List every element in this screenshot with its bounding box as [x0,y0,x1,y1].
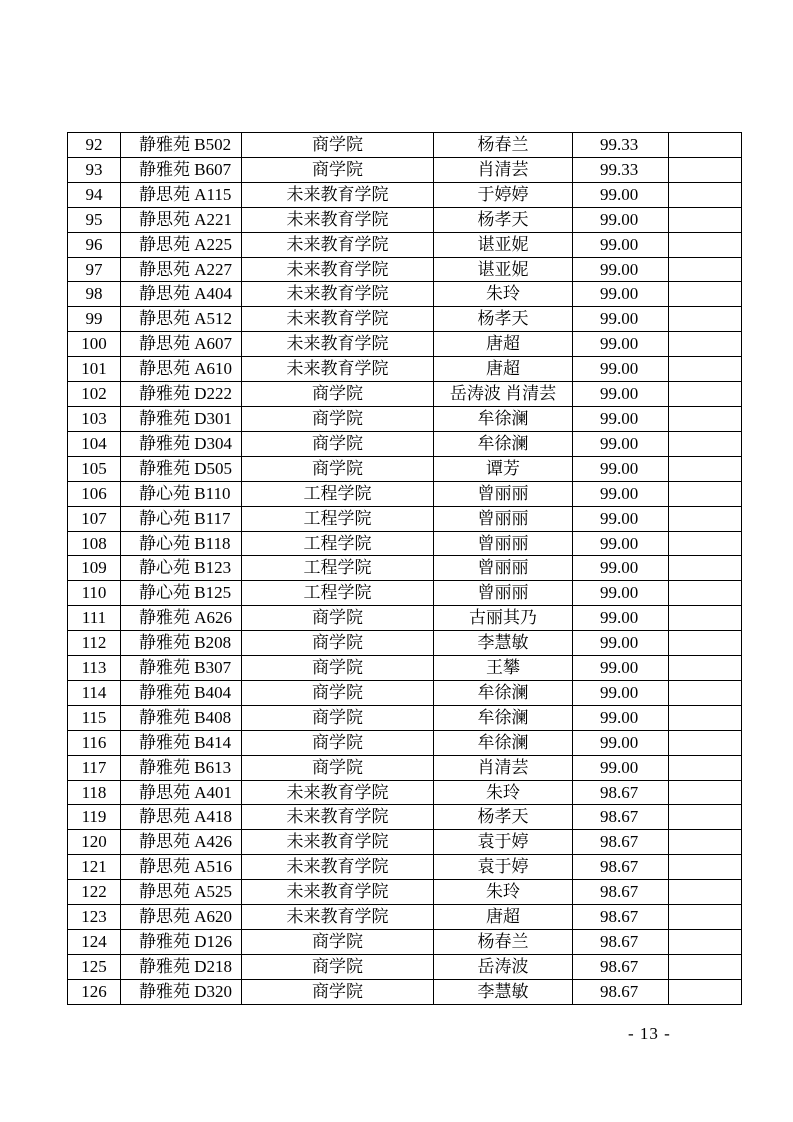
college-cell: 商学院 [242,456,434,481]
row-number-cell: 121 [68,855,121,880]
table-row [68,157,742,182]
row-number-cell: 114 [68,680,121,705]
dorm-room-cell: 静心苑 B118 [121,531,242,556]
row-number-cell: 104 [68,431,121,456]
score-cell: 99.00 [573,705,669,730]
table-row [68,855,742,880]
table-row [68,581,742,606]
counselor-cell: 袁于婷 [434,855,573,880]
row-number-cell: 99 [68,307,121,332]
counselor-cell: 牟徐澜 [434,431,573,456]
college-cell: 商学院 [242,930,434,955]
dorm-room-cell: 静心苑 B110 [121,481,242,506]
score-cell: 99.00 [573,182,669,207]
remarks-cell [669,905,742,930]
row-number-cell: 98 [68,282,121,307]
counselor-cell: 唐超 [434,357,573,382]
dorm-room-cell: 静雅苑 D222 [121,382,242,407]
dormitory-score-table [67,132,742,1005]
remarks-cell [669,780,742,805]
counselor-cell: 牟徐澜 [434,680,573,705]
college-cell: 商学院 [242,133,434,158]
score-cell: 98.67 [573,855,669,880]
table-row [68,182,742,207]
score-cell: 99.00 [573,680,669,705]
page-number: - 13 - [628,1024,671,1043]
remarks-cell [669,656,742,681]
score-cell: 98.67 [573,805,669,830]
row-number-cell: 111 [68,606,121,631]
counselor-cell: 牟徐澜 [434,406,573,431]
row-number-cell: 122 [68,880,121,905]
remarks-cell [669,730,742,755]
college-cell: 商学院 [242,979,434,1004]
remarks-cell [669,431,742,456]
counselor-cell: 肖清芸 [434,755,573,780]
score-cell: 99.00 [573,232,669,257]
counselor-cell: 李慧敏 [434,979,573,1004]
table-row [68,805,742,830]
remarks-cell [669,930,742,955]
row-number-cell: 109 [68,556,121,581]
dorm-room-cell: 静雅苑 A626 [121,606,242,631]
remarks-cell [669,157,742,182]
score-cell: 99.00 [573,556,669,581]
remarks-cell [669,830,742,855]
table-row [68,730,742,755]
college-cell: 工程学院 [242,481,434,506]
row-number-cell: 92 [68,133,121,158]
dorm-room-cell: 静雅苑 B208 [121,631,242,656]
row-number-cell: 126 [68,979,121,1004]
dorm-room-cell: 静雅苑 D126 [121,930,242,955]
remarks-cell [669,182,742,207]
remarks-cell [669,556,742,581]
table-row [68,556,742,581]
college-cell: 工程学院 [242,556,434,581]
dorm-room-cell: 静雅苑 D505 [121,456,242,481]
dorm-room-cell: 静雅苑 B307 [121,656,242,681]
table-row [68,506,742,531]
table-row [68,606,742,631]
score-cell: 99.00 [573,506,669,531]
remarks-cell [669,979,742,1004]
college-cell: 未来教育学院 [242,307,434,332]
counselor-cell: 唐超 [434,905,573,930]
table-row [68,232,742,257]
score-cell: 98.67 [573,905,669,930]
row-number-cell: 95 [68,207,121,232]
counselor-cell: 曾丽丽 [434,531,573,556]
counselor-cell: 曾丽丽 [434,581,573,606]
dorm-room-cell: 静思苑 A401 [121,780,242,805]
row-number-cell: 119 [68,805,121,830]
table-row [68,382,742,407]
dorm-room-cell: 静雅苑 B414 [121,730,242,755]
counselor-cell: 谌亚妮 [434,232,573,257]
counselor-cell: 曾丽丽 [434,556,573,581]
score-cell: 99.00 [573,332,669,357]
remarks-cell [669,456,742,481]
score-cell: 98.67 [573,930,669,955]
dorm-room-cell: 静雅苑 B502 [121,133,242,158]
college-cell: 未来教育学院 [242,257,434,282]
table-row [68,705,742,730]
college-cell: 商学院 [242,631,434,656]
remarks-cell [669,332,742,357]
score-cell: 99.00 [573,531,669,556]
counselor-cell: 岳涛波 [434,954,573,979]
counselor-cell: 唐超 [434,332,573,357]
college-cell: 未来教育学院 [242,905,434,930]
table-row [68,307,742,332]
dorm-room-cell: 静思苑 A516 [121,855,242,880]
score-cell: 98.67 [573,780,669,805]
table-row [68,930,742,955]
row-number-cell: 105 [68,456,121,481]
row-number-cell: 108 [68,531,121,556]
remarks-cell [669,531,742,556]
remarks-cell [669,481,742,506]
remarks-cell [669,232,742,257]
dorm-room-cell: 静雅苑 B613 [121,755,242,780]
dorm-room-cell: 静思苑 A426 [121,830,242,855]
score-cell: 99.00 [573,357,669,382]
dorm-room-cell: 静雅苑 D320 [121,979,242,1004]
counselor-cell: 朱玲 [434,780,573,805]
score-cell: 99.00 [573,456,669,481]
table-row [68,780,742,805]
remarks-cell [669,382,742,407]
table-row [68,207,742,232]
counselor-cell: 岳涛波 肖清芸 [434,382,573,407]
table-row [68,531,742,556]
row-number-cell: 94 [68,182,121,207]
college-cell: 未来教育学院 [242,282,434,307]
row-number-cell: 106 [68,481,121,506]
dorm-room-cell: 静思苑 A115 [121,182,242,207]
dorm-room-cell: 静思苑 A404 [121,282,242,307]
row-number-cell: 113 [68,656,121,681]
counselor-cell: 朱玲 [434,282,573,307]
row-number-cell: 93 [68,157,121,182]
row-number-cell: 102 [68,382,121,407]
score-cell: 99.00 [573,606,669,631]
remarks-cell [669,755,742,780]
remarks-cell [669,207,742,232]
college-cell: 商学院 [242,382,434,407]
score-cell: 99.00 [573,282,669,307]
table-row [68,332,742,357]
row-number-cell: 112 [68,631,121,656]
score-cell: 99.00 [573,257,669,282]
remarks-cell [669,680,742,705]
college-cell: 工程学院 [242,581,434,606]
remarks-cell [669,631,742,656]
row-number-cell: 96 [68,232,121,257]
score-cell: 98.67 [573,830,669,855]
remarks-cell [669,855,742,880]
score-cell: 99.00 [573,431,669,456]
score-cell: 98.67 [573,880,669,905]
college-cell: 未来教育学院 [242,232,434,257]
score-cell: 99.00 [573,307,669,332]
counselor-cell: 牟徐澜 [434,730,573,755]
college-cell: 商学院 [242,954,434,979]
table-row [68,954,742,979]
remarks-cell [669,805,742,830]
remarks-cell [669,133,742,158]
remarks-cell [669,606,742,631]
table-body [68,133,742,1005]
college-cell: 未来教育学院 [242,182,434,207]
table-row [68,257,742,282]
college-cell: 商学院 [242,755,434,780]
college-cell: 未来教育学院 [242,357,434,382]
counselor-cell: 古丽其乃 [434,606,573,631]
table-row [68,880,742,905]
college-cell: 商学院 [242,606,434,631]
dorm-room-cell: 静思苑 A525 [121,880,242,905]
table-row [68,631,742,656]
row-number-cell: 118 [68,780,121,805]
counselor-cell: 杨春兰 [434,930,573,955]
counselor-cell: 于婷婷 [434,182,573,207]
college-cell: 未来教育学院 [242,880,434,905]
college-cell: 未来教育学院 [242,805,434,830]
score-cell: 99.00 [573,631,669,656]
dorm-room-cell: 静思苑 A607 [121,332,242,357]
college-cell: 商学院 [242,705,434,730]
row-number-cell: 103 [68,406,121,431]
row-number-cell: 115 [68,705,121,730]
dorm-room-cell: 静雅苑 D301 [121,406,242,431]
table-row [68,830,742,855]
row-number-cell: 110 [68,581,121,606]
row-number-cell: 97 [68,257,121,282]
college-cell: 商学院 [242,431,434,456]
counselor-cell: 杨孝天 [434,207,573,232]
remarks-cell [669,880,742,905]
dorm-room-cell: 静心苑 B117 [121,506,242,531]
college-cell: 未来教育学院 [242,780,434,805]
counselor-cell: 牟徐澜 [434,705,573,730]
row-number-cell: 120 [68,830,121,855]
score-cell: 99.33 [573,133,669,158]
table-row [68,282,742,307]
table-row [68,133,742,158]
score-cell: 98.67 [573,979,669,1004]
score-cell: 99.00 [573,755,669,780]
table-row [68,680,742,705]
remarks-cell [669,705,742,730]
counselor-cell: 谭芳 [434,456,573,481]
college-cell: 商学院 [242,656,434,681]
dorm-room-cell: 静雅苑 B607 [121,157,242,182]
row-number-cell: 116 [68,730,121,755]
row-number-cell: 125 [68,954,121,979]
counselor-cell: 曾丽丽 [434,481,573,506]
remarks-cell [669,357,742,382]
table-row [68,406,742,431]
counselor-cell: 王攀 [434,656,573,681]
row-number-cell: 101 [68,357,121,382]
dorm-room-cell: 静心苑 B125 [121,581,242,606]
remarks-cell [669,282,742,307]
table-row [68,357,742,382]
table-row [68,456,742,481]
college-cell: 商学院 [242,680,434,705]
remarks-cell [669,506,742,531]
score-cell: 99.00 [573,207,669,232]
score-cell: 99.00 [573,656,669,681]
dorm-room-cell: 静雅苑 B408 [121,705,242,730]
dorm-room-cell: 静雅苑 D218 [121,954,242,979]
remarks-cell [669,406,742,431]
table-row [68,979,742,1004]
dorm-room-cell: 静心苑 B123 [121,556,242,581]
college-cell: 商学院 [242,406,434,431]
row-number-cell: 107 [68,506,121,531]
remarks-cell [669,257,742,282]
counselor-cell: 谌亚妮 [434,257,573,282]
counselor-cell: 杨孝天 [434,307,573,332]
remarks-cell [669,954,742,979]
dorm-room-cell: 静思苑 A418 [121,805,242,830]
dorm-room-cell: 静雅苑 B404 [121,680,242,705]
dorm-room-cell: 静思苑 A610 [121,357,242,382]
college-cell: 商学院 [242,730,434,755]
counselor-cell: 朱玲 [434,880,573,905]
dorm-room-cell: 静思苑 A227 [121,257,242,282]
row-number-cell: 124 [68,930,121,955]
college-cell: 工程学院 [242,531,434,556]
score-cell: 99.00 [573,581,669,606]
dorm-room-cell: 静思苑 A620 [121,905,242,930]
score-cell: 99.33 [573,157,669,182]
dorm-room-cell: 静思苑 A225 [121,232,242,257]
table-row [68,905,742,930]
row-number-cell: 123 [68,905,121,930]
score-cell: 99.00 [573,730,669,755]
college-cell: 未来教育学院 [242,207,434,232]
college-cell: 未来教育学院 [242,855,434,880]
dorm-room-cell: 静思苑 A512 [121,307,242,332]
score-cell: 99.00 [573,481,669,506]
college-cell: 工程学院 [242,506,434,531]
college-cell: 商学院 [242,157,434,182]
counselor-cell: 李慧敏 [434,631,573,656]
counselor-cell: 袁于婷 [434,830,573,855]
college-cell: 未来教育学院 [242,830,434,855]
table-row [68,656,742,681]
counselor-cell: 杨春兰 [434,133,573,158]
row-number-cell: 117 [68,755,121,780]
dorm-room-cell: 静雅苑 D304 [121,431,242,456]
college-cell: 未来教育学院 [242,332,434,357]
remarks-cell [669,581,742,606]
table-row [68,431,742,456]
counselor-cell: 曾丽丽 [434,506,573,531]
remarks-cell [669,307,742,332]
score-cell: 99.00 [573,406,669,431]
score-cell: 98.67 [573,954,669,979]
row-number-cell: 100 [68,332,121,357]
counselor-cell: 肖清芸 [434,157,573,182]
dorm-room-cell: 静思苑 A221 [121,207,242,232]
table-row [68,481,742,506]
score-cell: 99.00 [573,382,669,407]
table-row [68,755,742,780]
counselor-cell: 杨孝天 [434,805,573,830]
